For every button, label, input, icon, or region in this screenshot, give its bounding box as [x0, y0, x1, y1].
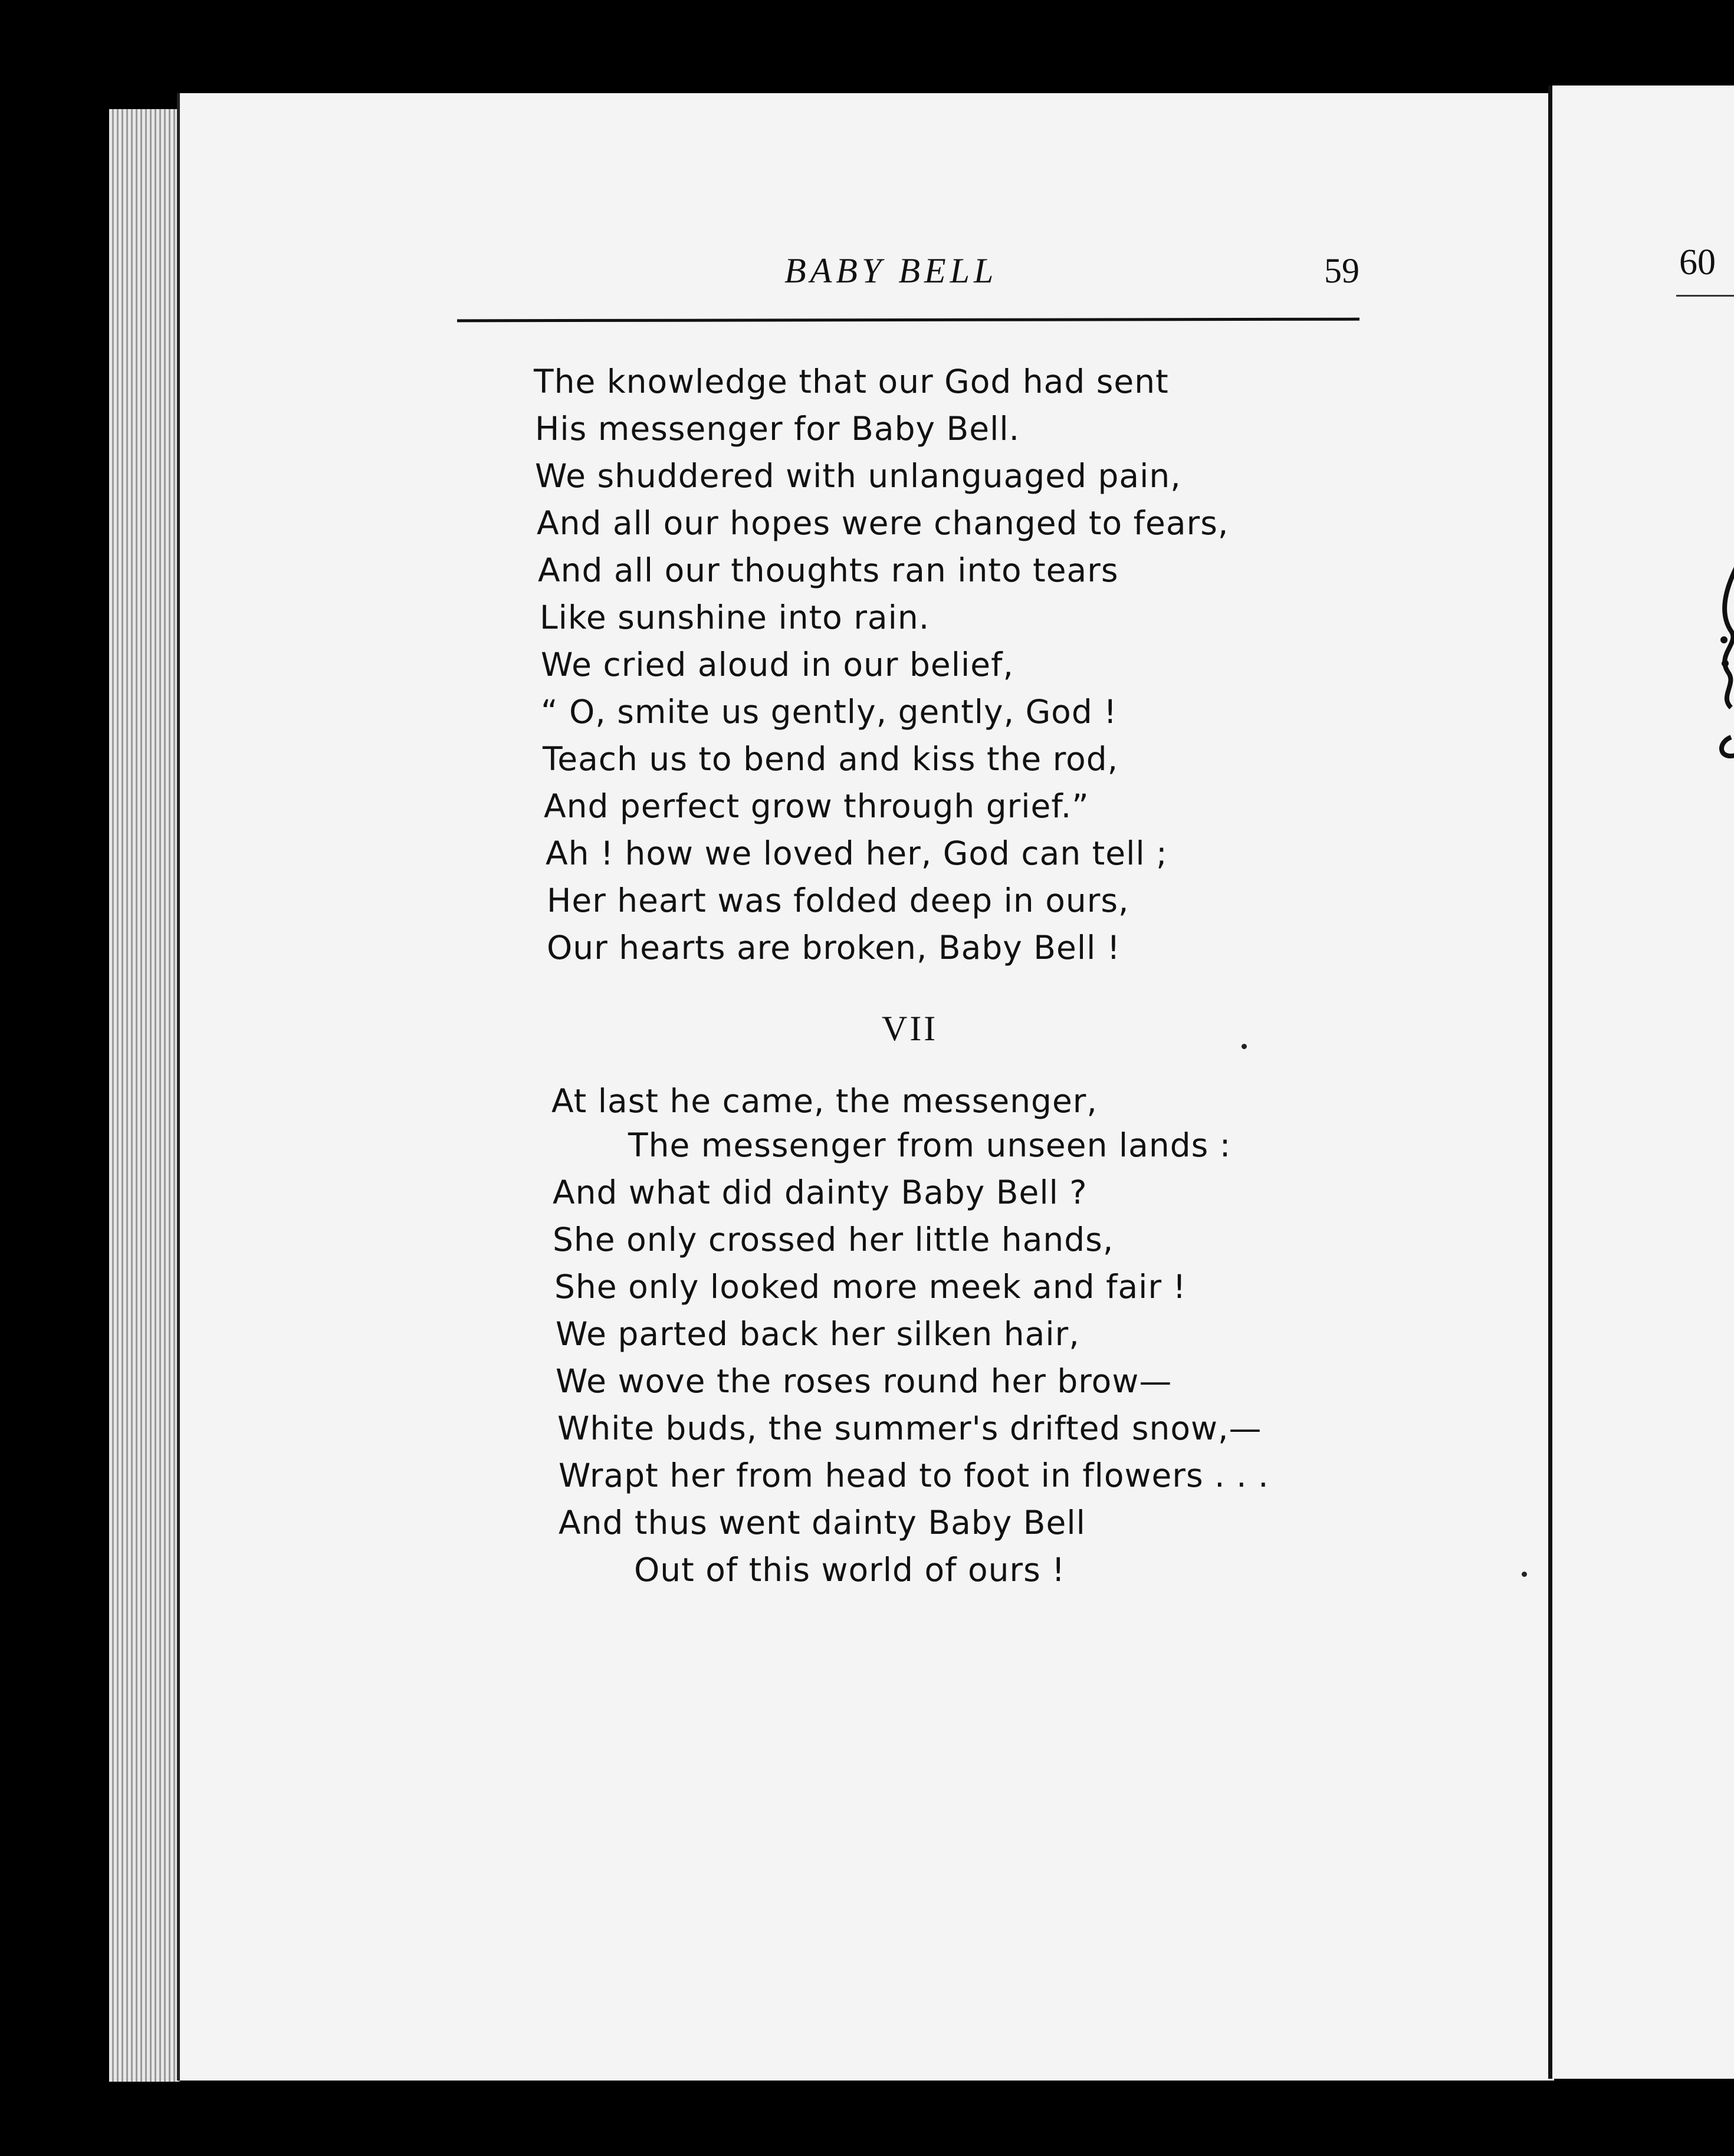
section-heading: VII: [882, 1009, 938, 1048]
poem-line: And perfect grow through grief.”: [544, 787, 1089, 825]
poem-line: Like sunshine into rain.: [540, 599, 930, 636]
poem-line: White buds, the summer's drifted snow,—: [557, 1409, 1262, 1447]
ink-speck: [1242, 1044, 1247, 1049]
poem-line: And all our hopes were changed to fears,: [537, 504, 1229, 542]
ornament-icon: [1713, 566, 1734, 761]
facing-header-rule: [1676, 295, 1734, 297]
poem-line: Teach us to bend and kiss the rod,: [543, 740, 1119, 778]
poem-line: Ah ! how we loved her, God can tell ;: [546, 834, 1168, 872]
page-edges: [109, 109, 180, 2082]
poem-line: We shuddered with unlanguaged pain,: [535, 457, 1181, 495]
poem-line: And thus went dainty Baby Bell: [559, 1504, 1086, 1542]
poem-line: Her heart was folded deep in ours,: [547, 882, 1129, 919]
poem-line: And what did dainty Baby Bell ?: [553, 1174, 1088, 1211]
poem-line: We cried aloud in our belief,: [541, 646, 1014, 683]
poem-line: At last he came, the messenger,: [551, 1082, 1098, 1120]
page-number: 59: [1324, 251, 1359, 290]
poem-line: “ O, smite us gently, gently, God !: [541, 693, 1118, 731]
ink-speck: [1522, 1572, 1527, 1577]
poem-line: His messenger for Baby Bell.: [535, 410, 1020, 448]
poem-line: The knowledge that our God had sent: [534, 363, 1169, 400]
poem-line: We wove the roses round her brow—: [556, 1362, 1173, 1400]
poem-line: And all our thoughts ran into tears: [538, 551, 1119, 589]
poem-line: The messenger from unseen lands :: [628, 1126, 1231, 1164]
poem-line: We parted back her silken hair,: [556, 1315, 1080, 1353]
poem-line: Our hearts are broken, Baby Bell !: [547, 929, 1121, 967]
poem-line: She only crossed her little hands,: [553, 1221, 1114, 1258]
facing-page-number: 60: [1679, 242, 1716, 282]
poem-line: Wrapt her from head to foot in flowers . . .: [559, 1457, 1269, 1494]
running-title: BABY BELL: [784, 251, 998, 290]
book-page-right: [1548, 86, 1734, 2079]
poem-line: She only looked more meek and fair !: [554, 1268, 1187, 1306]
poem-line: Out of this world of ours !: [634, 1551, 1066, 1589]
